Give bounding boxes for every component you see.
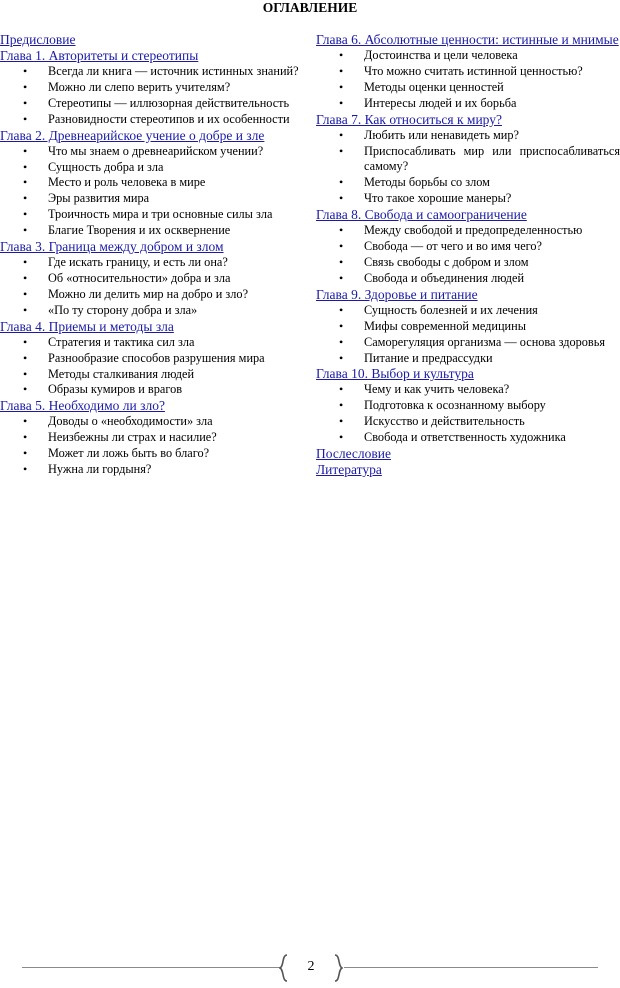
toc-subitem: • Связь свободы с добром и злом [316, 255, 620, 271]
toc-subitem: • Что такое хорошие манеры? [316, 191, 620, 207]
toc-subitem: • Искусство и действительность [316, 414, 620, 430]
toc-link-chapter-3[interactable]: Глава 3. Граница между добром и злом [0, 239, 224, 255]
toc-subitem: • Любить или ненавидеть мир? [316, 128, 620, 144]
toc-subitem: • Стереотипы — иллюзорная действительность [0, 96, 302, 112]
chapter-4-subsections [0, 335, 302, 399]
toc-subitem: • Сущность болезней и их лечения [316, 303, 620, 319]
page-footer [0, 954, 620, 988]
toc-subitem: • Можно ли слепо верить учителям? [0, 80, 302, 96]
toc-subitem: • Свобода и объединения людей [316, 271, 620, 287]
toc-subitem: • Свобода и ответственность художника [316, 430, 620, 446]
toc-subitem: • Саморегуляция организма — основа здоровья [316, 335, 620, 351]
toc-link-chapter-2[interactable]: Глава 2. Древнеарийское учение о добре и зле [0, 127, 265, 143]
toc-subitem: • Методы сталкивания людей [0, 367, 302, 383]
toc-subitem: • Всегда ли книга — источник истинных знаний? [0, 64, 302, 80]
page-number: 2 [307, 959, 315, 974]
toc-link-chapter-4[interactable]: Глава 4. Приемы и методы зла [0, 318, 174, 334]
toc-right-column [316, 32, 620, 478]
toc-subitem: • Эры развития мира [0, 191, 302, 207]
right-brace-icon [333, 954, 343, 982]
chapter-3-subsections [0, 255, 302, 319]
toc-link-chapter-1[interactable]: Глава 1. Авторитеты и стереотипы [0, 48, 199, 63]
page-title: ОГЛАВЛЕНИЕ [262, 0, 358, 15]
toc-subitem: • Что мы знаем о древнеарийском учении? [0, 144, 302, 160]
toc-subitem: • Можно ли делить мир на добро и зло? [0, 287, 302, 303]
toc-link-chapter-8[interactable]: Глава 8. Свобода и самоограничение [316, 207, 527, 223]
toc-subitem: • Нужна ли гордыня? [0, 462, 302, 478]
toc-subitem: • Мифы современной медицины [316, 319, 620, 335]
toc-subitem: • Может ли ложь быть во благо? [0, 446, 302, 462]
toc-link-preface[interactable]: Предисловие [0, 32, 76, 47]
toc-link-chapter-7[interactable]: Глава 7. Как относиться к миру? [316, 111, 502, 127]
toc-link-literature[interactable]: Литература [316, 462, 382, 478]
toc-subitem: • Разнообразие способов разрушения мира [0, 351, 302, 367]
toc-subitem: • Место и роль человека в мире [0, 175, 302, 191]
chapter-5-subsections [0, 414, 302, 478]
chapter-2-subsections [0, 144, 302, 239]
footer-divider-left [22, 967, 280, 968]
toc-link-afterword[interactable]: Послесловие [316, 446, 391, 462]
toc-subitem: • Где искать границу, и есть ли она? [0, 255, 302, 271]
toc-subitem: • Сущность добра и зла [0, 160, 302, 176]
chapter-1-subsections [0, 64, 302, 128]
toc-subitem: • Интересы людей и их борьба [316, 96, 620, 112]
toc-subitem: • Неизбежны ли страх и насилие? [0, 430, 302, 446]
toc-left-column [0, 32, 302, 478]
toc-link-chapter-5[interactable]: Глава 5. Необходимо ли зло? [0, 398, 165, 414]
chapter-6-subsections [316, 48, 620, 112]
toc-subitem: • Чему и как учить человека? [316, 382, 620, 398]
left-brace-icon [279, 954, 289, 982]
toc-subitem: • «По ту сторону добра и зла» [0, 303, 302, 319]
toc-subitem: • Троичность мира и три основные силы зла [0, 207, 302, 223]
toc-subitem: • Стратегия и тактика сил зла [0, 335, 302, 351]
toc-subitem: • Методы борьбы со злом [316, 175, 620, 191]
toc-subitem: • Между свободой и предопределенностью [316, 223, 620, 239]
toc-subitem: • Свобода — от чего и во имя чего? [316, 239, 620, 255]
toc-link-chapter-9[interactable]: Глава 9. Здоровье и питание [316, 286, 478, 302]
chapter-9-subsections [316, 303, 620, 367]
toc-subitem: • Методы оценки ценностей [316, 80, 620, 96]
toc-link-chapter-10[interactable]: Глава 10. Выбор и культура [316, 366, 474, 382]
toc-subitem: • Об «относительности» добра и зла [0, 271, 302, 287]
chapter-10-subsections [316, 382, 620, 446]
footer-divider-right [344, 967, 598, 968]
toc-link-chapter-6[interactable]: Глава 6. Абсолютные ценности: истинные и мнимые [316, 32, 619, 47]
toc-subitem: • Доводы о «необходимости» зла [0, 414, 302, 430]
toc-subitem: • Что можно считать истинной ценностью? [316, 64, 620, 80]
toc-subitem: • Питание и предрассудки [316, 351, 620, 367]
toc-subitem: • Приспосабливать мир или приспосабливаться самому? [316, 144, 620, 176]
toc-subitem: • Образы кумиров и врагов [0, 382, 302, 398]
chapter-8-subsections [316, 223, 620, 287]
toc-subitem: • Разновидности стереотипов и их особенности [0, 112, 302, 128]
toc-subitem: • Благие Творения и их осквернение [0, 223, 302, 239]
toc-subitem: • Достоинства и цели человека [316, 48, 620, 64]
chapter-7-subsections [316, 128, 620, 208]
toc-subitem: • Подготовка к осознанному выбору [316, 398, 620, 414]
